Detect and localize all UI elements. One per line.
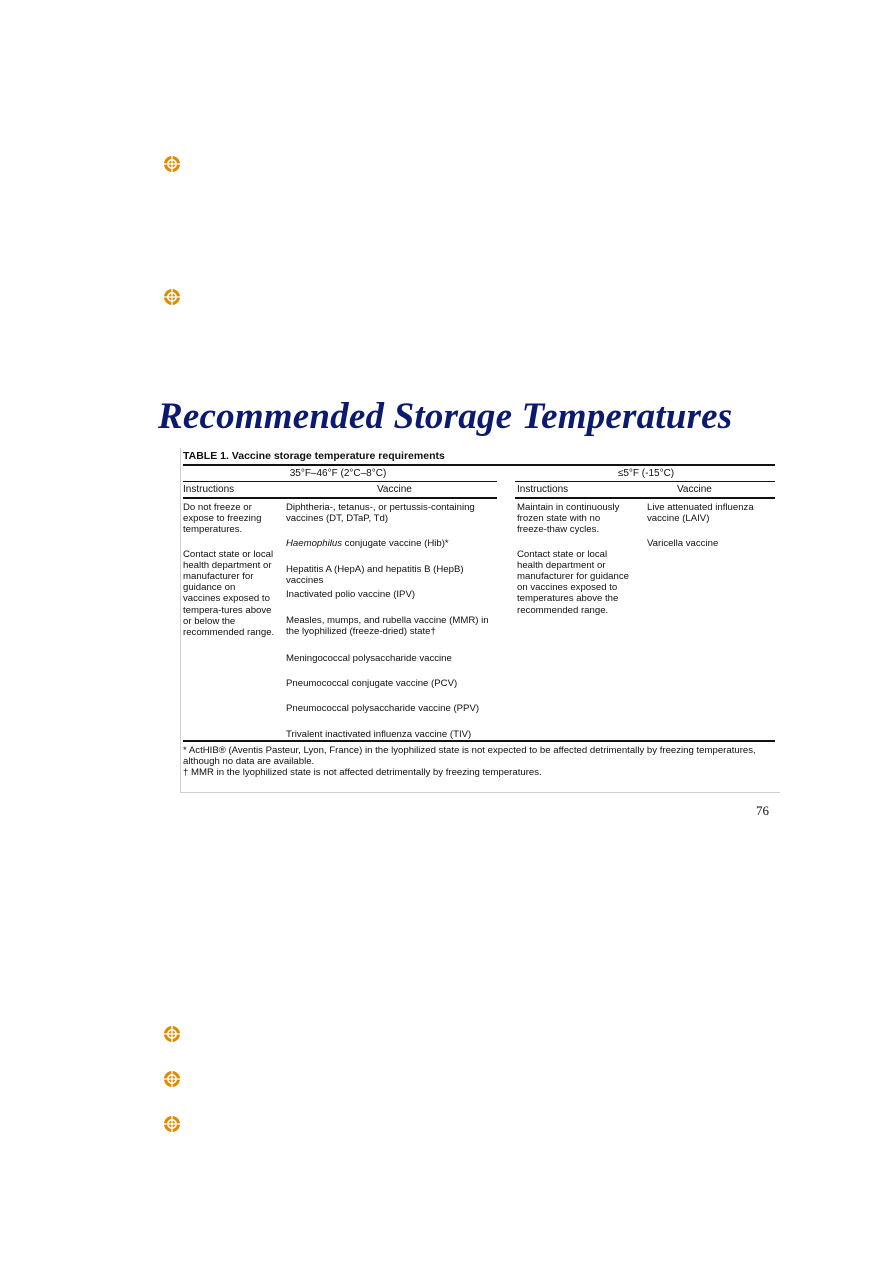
vaccine-item: Hepatitis A (HepA) and hepatitis B (HepB) vaccines (286, 564, 464, 587)
vaccine-item: Varicella vaccine (647, 538, 719, 549)
right-col-vaccine-header: Vaccine (677, 484, 712, 495)
vaccine-item: Measles, mumps, and rubella vaccine (MMR) in the lyophilized (freeze-dried) state† (286, 615, 489, 638)
left-instruction-2: Contact state or local health department or manufacturer for guidance on vaccines exposed to tempera-tures above or below the recommended range. (183, 548, 275, 639)
left-group-rule (183, 481, 497, 482)
vaccine-item: Meningococcal polysaccharide vaccine (286, 653, 452, 664)
left-col-instructions-header: Instructions (183, 484, 235, 495)
left-instructions (183, 502, 275, 651)
vaccine-item: Inactivated polio vaccine (IPV) (286, 589, 416, 600)
right-col-instructions-header: Instructions (517, 484, 569, 495)
vaccine-item: Pneumococcal polysaccharide vaccine (PPV) (286, 703, 480, 714)
left-header-rule (183, 497, 497, 499)
vaccine-item: Pneumococcal conjugate vaccine (PCV) (286, 678, 458, 689)
vaccine-item: Trivalent inactivated influenza vaccine (TIV) (286, 729, 472, 740)
crosshair-bullet-icon (163, 155, 181, 173)
right-header-rule (515, 497, 775, 499)
vaccine-item-hib: Haemophilus conjugate vaccine (Hib)* (286, 538, 449, 549)
storage-temperature-table (180, 448, 780, 793)
page-heading: Recommended Storage Temperatures (158, 396, 733, 437)
left-col-vaccine-header: Vaccine (377, 484, 412, 495)
table-title: TABLE 1. Vaccine storage temperature requirements (183, 450, 445, 462)
table-footnotes (183, 745, 777, 778)
page-number: 76 (756, 803, 769, 818)
right-instruction-2: Contact state or local health department or manufacturer for guidance on vaccines exposed to temperatures above the recommended range. (517, 548, 629, 616)
table-bottom-rule (183, 740, 775, 742)
vaccine-item: Diphtheria-, tetanus-, or pertussis-containing vaccines (DT, DTaP, Td) (286, 502, 475, 525)
right-instructions (517, 502, 629, 629)
footnote-2: † MMR in the lyophilized state is not affected detrimentally by freezing temperatures. (183, 767, 542, 778)
left-instruction-1: Do not freeze or expose to freezing temperatures. (183, 502, 262, 536)
left-group-header: 35°F–46°F (2°C–8°C) (289, 468, 387, 479)
right-group-header: ≤5°F (-15°C) (617, 468, 675, 479)
right-group-rule (515, 481, 775, 482)
right-instruction-1: Maintain in continuously frozen state with no freeze-thaw cycles. (517, 502, 620, 536)
crosshair-bullet-icon (163, 1025, 181, 1043)
crosshair-bullet-icon (163, 1070, 181, 1088)
crosshair-bullet-icon (163, 1115, 181, 1133)
crosshair-bullet-icon (163, 288, 181, 306)
vaccine-item: Live attenuated influenza vaccine (LAIV) (647, 502, 754, 525)
table-top-rule (183, 464, 775, 466)
footnote-1: * ActHIB® (Aventis Pasteur, Lyon, France) in the lyophilized state is not expected to be affected detrimentally by freezing temperatures, although no data are available. (183, 745, 756, 767)
